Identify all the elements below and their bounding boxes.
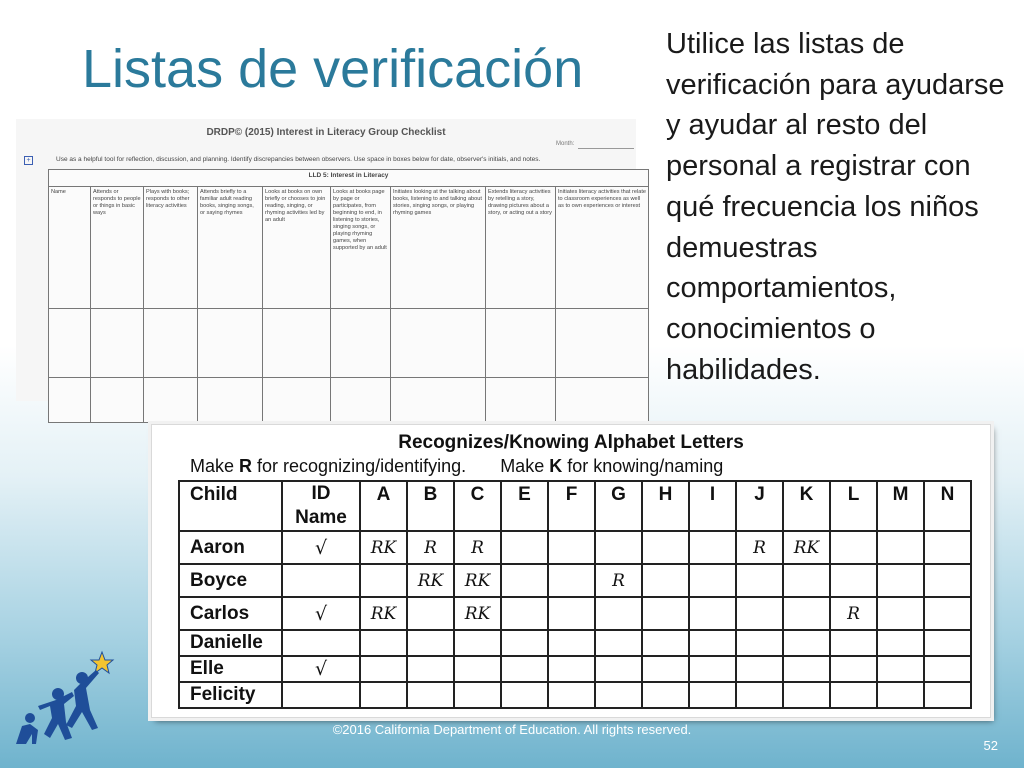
letter-mark-cell <box>689 564 736 597</box>
letter-mark-cell <box>501 564 548 597</box>
checklist-title: DRDP© (2015) Interest in Literacy Group Checklist <box>206 127 446 138</box>
letter-mark-cell <box>924 564 971 597</box>
letter-mark-cell <box>548 564 595 597</box>
alphabet-grid-body <box>179 531 971 708</box>
letter-mark-cell <box>548 531 595 564</box>
checklist-empty-cell <box>49 378 91 423</box>
letter-mark-cell <box>924 630 971 656</box>
checklist-empty-cell <box>198 378 263 423</box>
letter-mark-cell <box>642 564 689 597</box>
letter-mark-cell <box>877 531 924 564</box>
letter-column-header: F <box>548 481 595 531</box>
checklist-column-header: Plays with books; responds to other literacy activities <box>144 187 198 309</box>
child-name: Felicity <box>179 682 282 708</box>
checklist-column-header: Initiates looking at the talking about books, listening to and talking about stories, singing songs, or playing rhyming games <box>391 187 486 309</box>
checklist-column-header: Extends literacy activities by retelling a story, drawing pictures about a story, or acting out a story <box>486 187 556 309</box>
child-row <box>179 656 971 682</box>
child-name: Boyce <box>179 564 282 597</box>
letter-mark-cell <box>924 597 971 630</box>
checklist-empty-cell <box>391 309 486 378</box>
checklist-column-header: Initiates literacy activities that relate to classroom experiences as well as to own experiences or interest <box>556 187 649 309</box>
checklist-section-label: LLD 5: Interest in Literacy <box>49 170 649 187</box>
letter-mark-cell: R <box>736 531 783 564</box>
checklist-empty-cell <box>486 309 556 378</box>
id-check-mark <box>282 564 360 597</box>
child-name: Carlos <box>179 597 282 630</box>
id-check-mark <box>282 682 360 708</box>
instruction-text: Utilice las listas de verificación para ayudarse y ayudar al resto del personal a registrar con qué frecuencia los niños demuestras comportamientos, conocimientos o habilidades. <box>666 28 1005 386</box>
checklist-empty-cell <box>556 378 649 423</box>
checklist-empty-cell <box>263 309 331 378</box>
letter-mark-cell <box>877 597 924 630</box>
letter-mark-cell: RK <box>360 531 407 564</box>
alphabet-chart-title: Recognizes/Knowing Alphabet Letters <box>398 432 744 453</box>
letter-mark-cell <box>454 656 501 682</box>
letter-column-header: E <box>501 481 548 531</box>
letter-mark-cell <box>454 682 501 708</box>
letter-mark-cell <box>407 630 454 656</box>
letter-mark-cell <box>783 630 830 656</box>
checklist-empty-row <box>49 378 649 423</box>
id-header-line1: ID <box>311 483 331 504</box>
letter-mark-cell <box>877 630 924 656</box>
letter-mark-cell <box>360 564 407 597</box>
letter-mark-cell: RK <box>407 564 454 597</box>
letter-mark-cell <box>830 531 877 564</box>
letter-mark-cell <box>595 531 642 564</box>
letter-column-header: H <box>642 481 689 531</box>
letter-mark-cell <box>501 656 548 682</box>
letter-mark-cell <box>736 682 783 708</box>
letter-mark-cell <box>877 656 924 682</box>
instruction-make: Make <box>190 456 240 476</box>
slide-title: Listas de verificación <box>82 39 584 99</box>
checklist-empty-cell <box>91 378 144 423</box>
child-row <box>179 564 971 597</box>
id-check-mark: √ <box>282 597 360 630</box>
letter-mark-cell <box>924 682 971 708</box>
letter-column-header: I <box>689 481 736 531</box>
checklist-column-header: Attends or responds to people or things in basic ways <box>91 187 144 309</box>
letter-mark-cell <box>736 656 783 682</box>
letter-mark-cell: RK <box>783 531 830 564</box>
letter-mark-cell <box>501 597 548 630</box>
child-name: Danielle <box>179 630 282 656</box>
checklist-empty-cell <box>263 378 331 423</box>
letter-mark-cell <box>642 682 689 708</box>
letter-mark-cell <box>454 630 501 656</box>
checklist-month-label: Month: <box>556 141 575 147</box>
letter-column-header: L <box>830 481 877 531</box>
letter-mark-cell <box>783 656 830 682</box>
letter-column-header: N <box>924 481 971 531</box>
letter-mark-cell <box>360 682 407 708</box>
letter-column-header: K <box>783 481 830 531</box>
child-name: Aaron <box>179 531 282 564</box>
letter-column-header: M <box>877 481 924 531</box>
letter-mark-cell <box>689 630 736 656</box>
letter-mark-cell <box>783 682 830 708</box>
letter-mark-cell <box>501 531 548 564</box>
id-check-mark: √ <box>282 531 360 564</box>
letter-mark-cell <box>501 630 548 656</box>
checklist-empty-cell <box>144 309 198 378</box>
letter-mark-cell <box>360 630 407 656</box>
letter-mark-cell <box>830 630 877 656</box>
letter-mark-cell <box>689 531 736 564</box>
letter-column-header: B <box>407 481 454 531</box>
letter-mark-cell <box>407 656 454 682</box>
drdp-checklist-image <box>16 119 646 401</box>
checklist-empty-cell <box>331 309 391 378</box>
alphabet-chart-instructions <box>190 456 723 477</box>
letter-column-header: A <box>360 481 407 531</box>
checklist-empty-row <box>49 309 649 378</box>
checklist-empty-cell <box>144 378 198 423</box>
child-row <box>179 630 971 656</box>
checklist-column-header: Looks at books page by page or participates, from beginning to end, in listening to stories, singing songs, or playing rhyming games, when supported by an adult <box>331 187 391 309</box>
id-check-mark <box>282 630 360 656</box>
checklist-empty-cell <box>391 378 486 423</box>
checklist-empty-cell <box>556 309 649 378</box>
alphabet-header-row <box>179 481 971 531</box>
letter-mark-cell <box>501 682 548 708</box>
letter-mark-cell <box>830 656 877 682</box>
letter-mark-cell: R <box>830 597 877 630</box>
expand-plus-icon: + <box>24 156 33 165</box>
letter-mark-cell <box>548 597 595 630</box>
letter-mark-cell <box>924 531 971 564</box>
letter-mark-cell <box>407 597 454 630</box>
letter-mark-cell <box>548 630 595 656</box>
child-row <box>179 597 971 630</box>
instruction-make: Make <box>500 456 550 476</box>
letter-mark-cell <box>736 597 783 630</box>
letter-column-header: J <box>736 481 783 531</box>
letter-mark-cell <box>689 597 736 630</box>
letter-mark-cell <box>548 682 595 708</box>
checklist-empty-cell <box>198 309 263 378</box>
letter-mark-cell <box>689 682 736 708</box>
checklist-empty-cell <box>486 378 556 423</box>
id-name-column-header <box>282 481 360 531</box>
letter-column-header: G <box>595 481 642 531</box>
page-number: 52 <box>983 738 998 753</box>
letter-mark-cell: RK <box>454 564 501 597</box>
letter-mark-cell <box>360 656 407 682</box>
letter-mark-cell <box>783 564 830 597</box>
instruction-knowing: for knowing/naming <box>562 456 724 476</box>
letter-mark-cell: RK <box>454 597 501 630</box>
letter-mark-cell: RK <box>360 597 407 630</box>
checklist-column-header: Name <box>49 187 91 309</box>
alphabet-grid <box>178 480 972 709</box>
letter-mark-cell <box>595 656 642 682</box>
letter-mark-cell: R <box>454 531 501 564</box>
letter-mark-cell <box>830 564 877 597</box>
checklist-empty-cell <box>331 378 391 423</box>
letter-mark-cell <box>642 656 689 682</box>
child-row <box>179 682 971 708</box>
letter-column-header: C <box>454 481 501 531</box>
letter-mark-cell: R <box>595 564 642 597</box>
checklist-month-line <box>578 148 634 149</box>
letter-mark-cell <box>924 656 971 682</box>
letter-mark-cell <box>689 656 736 682</box>
letter-mark-cell <box>548 656 595 682</box>
checklist-instructions: Use as a helpful tool for reflection, discussion, and planning. Identify discrepancies between observers. Use space in boxes below for date, observer's initials, and notes. <box>56 156 541 163</box>
letter-mark-cell <box>642 597 689 630</box>
checklist-grid <box>48 169 649 423</box>
checklist-empty-cell <box>91 309 144 378</box>
letter-mark-cell <box>642 531 689 564</box>
checklist-empty-cell <box>49 309 91 378</box>
letter-mark-cell <box>736 630 783 656</box>
checklist-header-row <box>49 187 649 309</box>
letter-mark-cell <box>642 630 689 656</box>
id-header-line2: Name <box>295 507 347 528</box>
instruction-k-letter: K <box>549 456 563 476</box>
checklist-column-header: Looks at books on own briefly or chooses to join reading, singing, or rhyming activities led by an adult <box>263 187 331 309</box>
instruction-recognizing: for recognizing/identifying. <box>252 456 467 476</box>
letter-mark-cell <box>736 564 783 597</box>
letter-mark-cell <box>830 682 877 708</box>
instruction-r-letter: R <box>239 456 253 476</box>
letter-mark-cell <box>595 597 642 630</box>
letter-mark-cell: R <box>407 531 454 564</box>
child-column-header: Child <box>179 481 282 531</box>
letter-mark-cell <box>595 630 642 656</box>
checklist-column-header: Attends briefly to a familiar adult reading books, singing songs, or saying rhymes <box>198 187 263 309</box>
child-row <box>179 531 971 564</box>
copyright-footer: ©2016 California Department of Education. All rights reserved. <box>332 722 692 737</box>
id-check-mark: √ <box>282 656 360 682</box>
letter-mark-cell <box>783 597 830 630</box>
alphabet-letters-chart <box>152 425 990 717</box>
letter-mark-cell <box>877 682 924 708</box>
letter-mark-cell <box>877 564 924 597</box>
letter-mark-cell <box>595 682 642 708</box>
letter-mark-cell <box>407 682 454 708</box>
child-name: Elle <box>179 656 282 682</box>
